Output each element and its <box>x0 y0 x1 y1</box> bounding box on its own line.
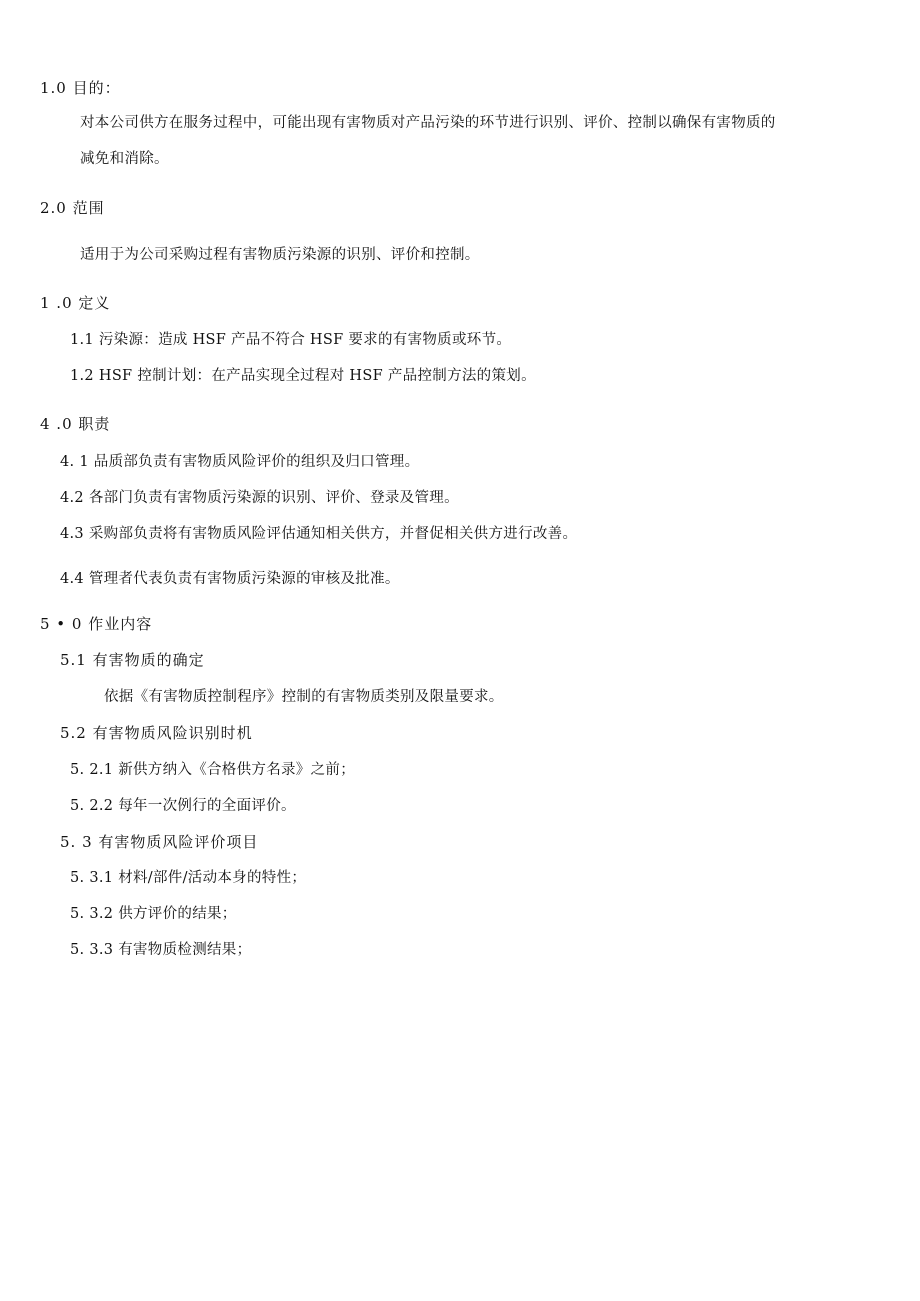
subsection-5-3-item: 5. 3.1 材料/部件/活动本身的特性； <box>70 870 307 886</box>
section-4-item: 4. 1 品质部负责有害物质风险评价的组织及归口管理。 <box>60 454 420 470</box>
subsection-5-3-item: 5. 3.2 供方评价的结果； <box>70 906 237 922</box>
section-4-item: 4.2 各部门负责有害物质污染源的识别、评价、登录及管理。 <box>60 490 459 506</box>
section-3-heading: 1 .0 定义 <box>40 294 111 312</box>
subsection-5-3-heading: 5. 3 有害物质风险评价项目 <box>60 833 259 851</box>
subsection-5-2-item: 5. 2.1 新供方纳入《合格供方名录》之前； <box>70 762 356 778</box>
section-4-heading: 4 .0 职责 <box>40 415 111 433</box>
subsection-5-1-body: 依据《有害物质控制程序》控制的有害物质类别及限量要求。 <box>104 689 504 705</box>
subsection-5-2-heading: 5.2 有害物质风险识别时机 <box>60 724 253 742</box>
section-1-heading: 1.0 目的： <box>40 79 121 97</box>
section-4-item: 4.4 管理者代表负责有害物质污染源的审核及批准。 <box>60 571 400 587</box>
subsection-5-1-heading: 5.1 有害物质的确定 <box>60 651 205 669</box>
subsection-5-2-item: 5. 2.2 每年一次例行的全面评价。 <box>70 798 296 814</box>
subsection-5-3-item: 5. 3.3 有害物质检测结果； <box>70 942 252 958</box>
section-2-body: 适用于为公司采购过程有害物质污染源的识别、评价和控制。 <box>80 247 480 263</box>
section-1-body-line-2: 减免和消除。 <box>80 151 169 167</box>
section-3-item: 1.2 HSF 控制计划：在产品实现全过程对 HSF 产品控制方法的策划。 <box>70 368 536 384</box>
section-5-heading: 5 • 0 作业内容 <box>40 615 153 633</box>
section-1-body-line-1: 对本公司供方在服务过程中，可能出现有害物质对产品污染的环节进行识别、评价、控制以确保有害物质的 <box>80 115 776 131</box>
section-4-item: 4.3 采购部负责将有害物质风险评估通知相关供方，并督促相关供方进行改善。 <box>60 526 578 542</box>
section-2-heading: 2.0 范围 <box>40 199 105 217</box>
section-3-item: 1.1 污染源：造成 HSF 产品不符合 HSF 要求的有害物质或环节。 <box>70 332 512 348</box>
